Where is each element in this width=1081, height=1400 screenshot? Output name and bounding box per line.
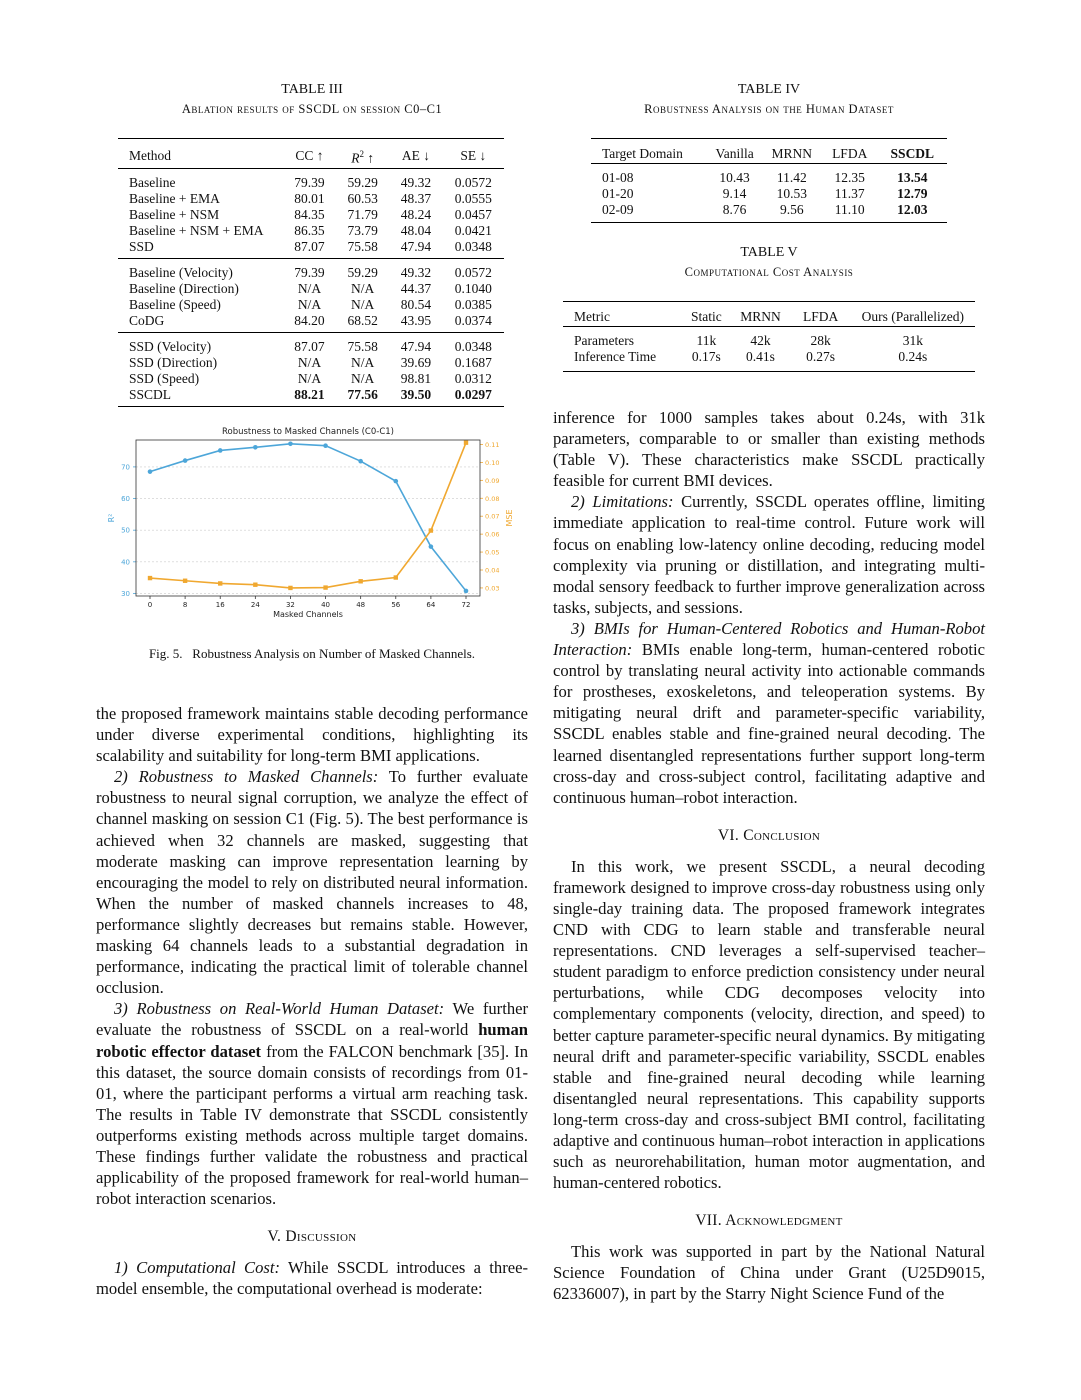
y2-tick-label: 0.03 bbox=[485, 584, 500, 593]
table-cell: N/A bbox=[351, 354, 375, 370]
table-cell: 0.0421 bbox=[454, 222, 492, 238]
table-cell: 87.07 bbox=[294, 238, 325, 254]
paragraph bbox=[96, 1257, 528, 1299]
table3-body bbox=[118, 168, 504, 406]
data-point bbox=[288, 586, 292, 590]
x-tick-label: 72 bbox=[461, 601, 471, 609]
table-cell: 0.41s bbox=[746, 349, 775, 364]
paragraph: In this work, we present SSCDL, a neural decoding framework designed to improve cross-day robustness using only single-day training data. The proposed framework integrates CND with CDG to learn stable and transferable neural representations. CND leverages a self-supervised teacher–student paradigm to enforce prediction consistency under neural perturbations, while CDG decomposes velocity into complementary components (velocity, direction, and speed) to better capture parameter-specific neural dynamics. By mitigating neural drift and parameter-specific variability, SSCDL enables stable and fine-grained neural decoding while learning disentangled neural representations. This capability supports long-term cross-day and cross-subject BMI control, facilitating adaptive and continuous human–robot interaction in applications such as neurorehabilitation, human motor augmentation, and human-centered robotics. bbox=[553, 856, 985, 1193]
table-cell: 12.03 bbox=[897, 202, 928, 217]
figure-caption: Fig. 5. Robustness Analysis on Number of Masked Channels. bbox=[148, 646, 476, 661]
data-point bbox=[464, 440, 468, 444]
table4-header: Target Domain bbox=[602, 146, 683, 161]
table5-body bbox=[563, 327, 975, 372]
data-point bbox=[148, 469, 153, 474]
table3-header: CC ↑ bbox=[295, 148, 324, 164]
table-cell: 12.79 bbox=[897, 186, 928, 201]
data-point bbox=[323, 585, 327, 589]
table-cell: 11.37 bbox=[834, 186, 865, 201]
y2-tick-label: 0.07 bbox=[485, 512, 500, 521]
table-row bbox=[118, 297, 504, 313]
table-cell: SSD (Speed) bbox=[129, 370, 200, 386]
table-cell: 42k bbox=[750, 333, 771, 348]
table-cell: 88.21 bbox=[294, 386, 325, 402]
table3-subtitle: Ablation results of SSCDL on session C0–C1 bbox=[181, 102, 443, 116]
table-cell: Inference Time bbox=[574, 349, 657, 364]
x-tick-label: 24 bbox=[250, 601, 260, 609]
table-cell: 0.0572 bbox=[454, 174, 492, 190]
table-cell: 0.0312 bbox=[454, 370, 492, 386]
table-row bbox=[118, 258, 504, 281]
paragraph: inference for 1000 samples takes about 0.24s, with 31k parameters, comparable to or smaller than existing methods (Table V). These characteristics make SSCDL practically feasible for current BMI devices. bbox=[553, 408, 985, 491]
table-cell: 73.79 bbox=[347, 222, 378, 238]
table-cell: 39.50 bbox=[400, 386, 432, 402]
data-point bbox=[358, 459, 363, 464]
table4-header: SSCDL bbox=[890, 146, 935, 161]
table-cell: 71.79 bbox=[347, 206, 378, 222]
table-row bbox=[591, 186, 947, 202]
table-row bbox=[118, 281, 504, 297]
x-tick-label: 64 bbox=[426, 601, 436, 609]
table-cell: 01-20 bbox=[602, 186, 634, 201]
table-row bbox=[118, 313, 504, 333]
y2-tick-label: 0.08 bbox=[485, 494, 500, 503]
paragraph-text: To further evaluate robustness to neural signal corruption, we analyze the effect of channel masking on session C1 (Fig. 5). The best performance is achieved when 32 channels are masked, suggesting that moderate masking can improve representation learning by encouraging the model to rely on distributed neural information. When the number of masked channels increases to 48, performance slightly decreases but remains stable. However, masking 64 channels leads to a substantial degradation in performance, indicating the practical limit of tolerable channel occlusion. bbox=[96, 767, 528, 998]
table-cell: 11k bbox=[696, 333, 717, 348]
table-cell: 11.10 bbox=[834, 202, 865, 217]
table-cell: 48.04 bbox=[400, 222, 432, 238]
x-tick-label: 32 bbox=[285, 601, 295, 609]
table-cell: 02-09 bbox=[602, 202, 634, 217]
data-point bbox=[253, 583, 257, 587]
table3-header: Method bbox=[129, 148, 171, 164]
table-cell: 79.39 bbox=[294, 264, 325, 280]
table-row bbox=[118, 223, 504, 239]
table3-header: SE ↓ bbox=[460, 148, 487, 164]
table-cell: 59.29 bbox=[347, 264, 378, 280]
right-body-text bbox=[553, 407, 985, 1305]
y-tick-label: 60 bbox=[121, 495, 130, 504]
table-cell: N/A bbox=[297, 354, 322, 370]
table-cell: 43.95 bbox=[400, 312, 432, 328]
data-point bbox=[183, 458, 188, 463]
y2-tick-label: 0.06 bbox=[485, 530, 500, 539]
table-cell: SSD (Direction) bbox=[129, 354, 218, 370]
table-cell: 49.32 bbox=[400, 264, 432, 280]
table-cell: 9.56 bbox=[779, 202, 804, 217]
table-cell: 0.27s bbox=[806, 349, 836, 364]
table-cell: 31k bbox=[902, 333, 923, 348]
data-point bbox=[183, 579, 187, 583]
data-point bbox=[253, 445, 258, 450]
data-point bbox=[429, 544, 434, 549]
table5-subtitle: Computational Cost Analysis bbox=[684, 265, 854, 279]
table-row bbox=[591, 164, 947, 187]
data-point bbox=[358, 579, 362, 583]
table-cell: 01-08 bbox=[602, 170, 634, 185]
table-cell: 47.94 bbox=[400, 338, 432, 354]
paragraph-heading: 1) Computational Cost: bbox=[114, 1258, 280, 1278]
table-cell: 0.0297 bbox=[454, 386, 492, 402]
table-cell: 49.32 bbox=[400, 174, 432, 190]
data-point bbox=[148, 576, 152, 580]
y-axis-label: R² bbox=[107, 513, 116, 523]
table-cell: Baseline bbox=[129, 174, 176, 190]
x-tick-label: 40 bbox=[321, 601, 331, 609]
table-cell: 86.35 bbox=[294, 222, 325, 238]
table-cell: 44.37 bbox=[400, 280, 432, 296]
table5-header: LFDA bbox=[802, 309, 839, 324]
table-row bbox=[591, 202, 947, 223]
table-cell: 0.0374 bbox=[454, 312, 492, 328]
table4-header: MRNN bbox=[771, 146, 813, 161]
table-row bbox=[118, 207, 504, 223]
data-point bbox=[323, 443, 328, 448]
table-cell: 10.43 bbox=[719, 170, 750, 185]
data-point bbox=[218, 448, 223, 453]
y-tick-label: 30 bbox=[121, 589, 130, 598]
plot-frame bbox=[136, 440, 480, 596]
table-cell: 48.24 bbox=[400, 206, 432, 222]
paragraph: This work was supported in part by the National Natural Science Foundation of China under Grant (U25D9015, 62336007), in part by the Starry Night Science Fund of the bbox=[553, 1242, 985, 1304]
table-cell: 10.53 bbox=[776, 186, 807, 201]
data-point bbox=[218, 581, 222, 585]
table-cell: Baseline (Speed) bbox=[129, 296, 221, 312]
paragraph-text: BMIs enable long-term, human-centered robotic control by translating neural activity into actionable commands for prostheses, exoskeletons, and teleoperation systems. By mitigating neural drift and parameter-specific variability, SSCDL enables stable and fine-grained neural decoding. The learned disentangled representations further support long-term cross-day and cross-subject control, facilitating adaptive and continuous human–robot interaction. bbox=[553, 640, 985, 807]
y-tick-label: 70 bbox=[121, 463, 130, 472]
table3-caption: TABLE III bbox=[281, 82, 343, 97]
table-cell: 47.94 bbox=[400, 238, 432, 254]
table4-header: Vanilla bbox=[715, 146, 754, 161]
table-cell: CoDG bbox=[129, 312, 165, 328]
table-cell: SSCDL bbox=[129, 386, 172, 402]
table-cell: Baseline + NSM bbox=[129, 206, 220, 222]
x-tick-label: 48 bbox=[356, 601, 366, 609]
table5-header: MRNN bbox=[740, 309, 781, 324]
table3 bbox=[118, 138, 504, 407]
table-row bbox=[118, 371, 504, 387]
table-cell: 80.01 bbox=[294, 190, 325, 206]
x-tick-label: 56 bbox=[391, 601, 401, 609]
table5-header: Static bbox=[690, 309, 722, 324]
table-cell: 28k bbox=[810, 333, 831, 348]
table-cell: 13.54 bbox=[897, 170, 928, 185]
section-heading: V. Discussion bbox=[267, 1228, 357, 1246]
table-row bbox=[118, 387, 504, 407]
x-tick-label: 8 bbox=[182, 601, 188, 609]
x-tick-label: 0 bbox=[147, 601, 153, 609]
table-row bbox=[118, 239, 504, 259]
table-cell: 98.81 bbox=[400, 370, 432, 386]
table5-caption: TABLE V bbox=[740, 245, 798, 260]
table-cell: 0.0457 bbox=[454, 206, 492, 222]
table-cell: 0.0385 bbox=[454, 296, 492, 312]
table-cell: 75.58 bbox=[347, 338, 378, 354]
table-cell: 0.0348 bbox=[454, 338, 492, 354]
table5-header: Ours (Parallelized) bbox=[861, 309, 964, 324]
data-point bbox=[288, 441, 293, 446]
table-cell: 60.53 bbox=[347, 190, 378, 206]
data-point bbox=[393, 479, 398, 484]
table4 bbox=[591, 138, 947, 223]
table-cell: 77.56 bbox=[347, 386, 378, 402]
paragraph-heading: 2) Robustness to Masked Channels: bbox=[114, 767, 379, 787]
data-point bbox=[394, 575, 398, 579]
table4-header: LFDA bbox=[832, 146, 868, 161]
data-point bbox=[429, 528, 433, 532]
table3-header: $R^2$ ↑ bbox=[351, 149, 375, 166]
table-cell: 9.14 bbox=[722, 186, 747, 201]
table-cell: SSD (Velocity) bbox=[129, 338, 212, 354]
table5-header: Metric bbox=[574, 309, 610, 324]
y-tick-label: 40 bbox=[121, 558, 130, 567]
x-tick-label: 16 bbox=[215, 601, 225, 609]
table5 bbox=[563, 301, 975, 372]
table-cell: 84.35 bbox=[294, 206, 325, 222]
table-cell: 11.42 bbox=[776, 170, 807, 185]
table-cell: Baseline + NSM + EMA bbox=[129, 222, 264, 238]
table-cell: 84.20 bbox=[294, 312, 325, 328]
table-cell: 0.0572 bbox=[454, 264, 492, 280]
table-row bbox=[118, 168, 504, 191]
table3-header: AE ↓ bbox=[401, 148, 430, 164]
table-cell: 0.17s bbox=[691, 349, 721, 364]
paragraph: the proposed framework maintains stable decoding performance under diverse experimental conditions, highlighting its scalability and suitability for long-term BMI applications. bbox=[96, 704, 528, 766]
table-cell: Baseline (Direction) bbox=[129, 280, 239, 296]
y2-tick-label: 0.09 bbox=[485, 476, 500, 485]
series-line bbox=[150, 444, 466, 591]
y-tick-label: 50 bbox=[121, 526, 130, 535]
table-row bbox=[118, 332, 504, 355]
table-cell: N/A bbox=[351, 370, 375, 386]
table-row bbox=[118, 191, 504, 207]
y2-tick-label: 0.04 bbox=[485, 566, 500, 575]
paragraph-text: We further evaluate the robustness of SSCDL on a real-world bbox=[96, 999, 529, 1040]
paragraph bbox=[96, 998, 528, 1209]
y2-tick-label: 0.05 bbox=[485, 548, 500, 557]
table-cell: 12.35 bbox=[834, 170, 865, 185]
table-cell: N/A bbox=[297, 280, 322, 296]
paragraph-text: While SSCDL introduces a three-model ensemble, the computational overhead is moderate: bbox=[96, 1258, 528, 1299]
table-cell: 0.0555 bbox=[454, 190, 492, 206]
masked-channels-chart bbox=[96, 424, 528, 624]
paragraph-heading: 2) Limitations: bbox=[571, 492, 674, 512]
table-cell: 0.0348 bbox=[454, 238, 492, 254]
table-cell: 8.76 bbox=[722, 202, 747, 217]
table-cell: Baseline + EMA bbox=[129, 190, 220, 206]
table-cell: Baseline (Velocity) bbox=[129, 264, 233, 280]
table-cell: N/A bbox=[351, 280, 375, 296]
paragraph-bold: human robotic effector dataset bbox=[96, 1020, 528, 1061]
section-heading: VI. Conclusion bbox=[717, 826, 821, 844]
left-body-text bbox=[96, 703, 528, 1299]
table-cell: N/A bbox=[297, 296, 322, 312]
table-cell: 0.1040 bbox=[454, 280, 492, 296]
section-heading: VII. Acknowledgment bbox=[695, 1212, 843, 1230]
table-cell: 0.24s bbox=[898, 349, 928, 364]
x-axis-label: Masked Channels bbox=[273, 610, 343, 619]
y2-axis-label: MSE bbox=[505, 509, 514, 527]
table-row bbox=[563, 349, 975, 372]
paragraph-text: from the FALCON benchmark [35]. In this dataset, the source domain consists of recordings from 01-01, where the participant performs a virtual arm reaching task. The results in Table IV demonstrate that SSCDL consistently outperforms existing methods across multiple target domains. These findings further validate the robustness and practical applicability of the proposed framework for real-world human–robot interaction scenarios. bbox=[96, 1041, 528, 1209]
paragraph-heading: 3) Robustness on Real-World Human Dataset: bbox=[114, 999, 445, 1019]
table-cell: 80.54 bbox=[400, 296, 432, 312]
table-cell: 39.69 bbox=[400, 354, 432, 370]
chart-title: Robustness to Masked Channels (C0-C1) bbox=[221, 427, 395, 437]
paragraph bbox=[553, 491, 985, 618]
table-row bbox=[563, 327, 975, 350]
table-cell: 87.07 bbox=[294, 338, 325, 354]
table4-body bbox=[591, 164, 947, 223]
table-cell: N/A bbox=[351, 296, 375, 312]
table-cell: 79.39 bbox=[294, 174, 325, 190]
paragraph-heading: 3) BMIs for Human-Centered Robotics and Human-Robot Interaction: bbox=[553, 618, 985, 660]
table4-subtitle: Robustness Analysis on the Human Dataset bbox=[644, 102, 894, 116]
table-cell: 75.58 bbox=[347, 238, 378, 254]
table-cell: 48.37 bbox=[400, 190, 432, 206]
table-cell: SSD bbox=[129, 238, 154, 254]
data-point bbox=[464, 589, 469, 594]
table-cell: 68.52 bbox=[347, 312, 378, 328]
series-line bbox=[150, 443, 466, 588]
table-cell: 0.1687 bbox=[454, 354, 492, 370]
table-cell: N/A bbox=[297, 370, 322, 386]
right-column bbox=[553, 80, 985, 1304]
table-cell: 59.29 bbox=[347, 174, 378, 190]
paragraph bbox=[96, 766, 528, 998]
table-row bbox=[118, 355, 504, 371]
y2-tick-label: 0.11 bbox=[485, 440, 500, 449]
paragraph bbox=[553, 618, 985, 808]
y2-tick-label: 0.10 bbox=[485, 458, 500, 467]
left-column bbox=[96, 80, 529, 1299]
paragraph-text: Currently, SSCDL operates offline, limiting immediate application to real-time control. Future work will focus on enabling low-latency online decoding, reducing model complexity via pruning or distillation, and integrating multi-modal sensory feedback to further improve generalization across tasks, subjects, and sessions. bbox=[553, 492, 985, 617]
table-cell: Parameters bbox=[574, 333, 634, 348]
table4-caption: TABLE IV bbox=[737, 82, 801, 97]
